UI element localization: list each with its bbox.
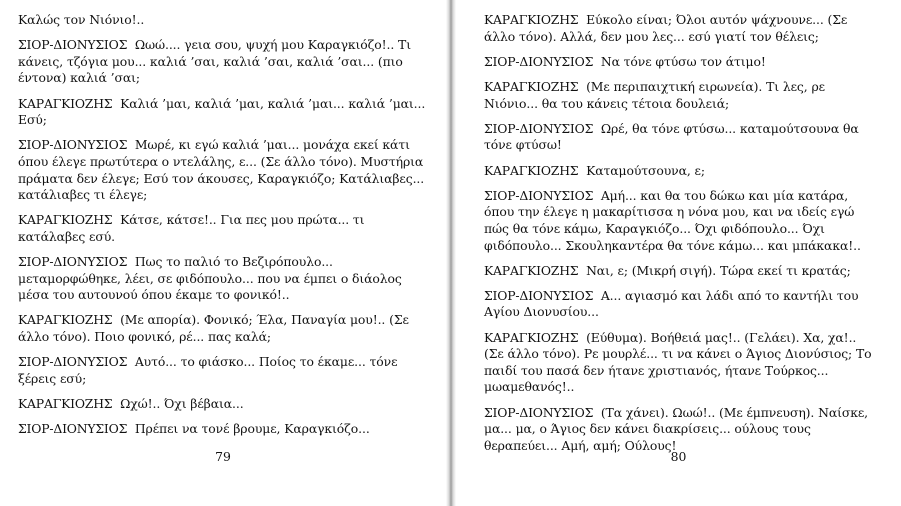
dialogue-paragraph xyxy=(18,12,426,29)
dialogue-paragraph xyxy=(484,405,877,455)
speaker-name: ΣΙΟΡ-ΔΙΟΝΥΣΙΟΣ xyxy=(484,287,594,303)
dialogue-text: Α... αγιασμό και λάδι από το καντήλι του Αγίου Διονυσίου... xyxy=(484,287,859,320)
dialogue-text: Μωρέ, κι εγώ καλιά ’μαι... μονάχα εκεί κάτι όπου έλεγε πρωτύτερα ο ντελάλης, ε... (Σε άλλο τόνο). Μυστήρια πράματα δεν έλεγε; Εσύ τον άκουσες, Καραγκιόζο; Κατάλιαβες... κατάλιαβες τι έλεγε; xyxy=(18,137,425,203)
speaker-name: ΚΑΡΑΓΚΙΟΖΗΣ xyxy=(484,78,579,94)
speaker-name: ΚΑΡΑΓΚΙΟΖΗΣ xyxy=(18,312,113,328)
dialogue-text: (Με περιπαιχτική ειρωνεία). Τι λες, ρε Νιόνιο... θα του κάνεις τέτοια δουλειά; xyxy=(484,78,825,111)
speaker-name: ΚΑΡΑΓΚΙΟΖΗΣ xyxy=(18,212,113,228)
dialogue-paragraph xyxy=(484,330,877,396)
dialogue-text: (Τα χάνει). Ωωώ!.. (Με έμπνευση). Ναίσκε, μα... μα, ο Άγιος δεν κάνει διακρίσεις... ούλους τους θεραπεύει... Αμή, αμή; Ούλους! xyxy=(484,404,869,453)
right-page xyxy=(456,0,901,506)
dialogue-text: Καταμούτσουνα, ε; xyxy=(586,162,705,178)
dialogue-text: Πρέπει να τονέ βρουμε, Καραγκιόζο... xyxy=(134,421,370,437)
speaker-name: ΣΙΟΡ-ΔΙΟΝΥΣΙΟΣ xyxy=(18,354,128,370)
dialogue-text: Καλώς τον Νιόνιο!.. xyxy=(18,12,145,27)
dialogue-paragraph xyxy=(18,354,426,387)
dialogue-paragraph xyxy=(18,212,426,245)
dialogue-paragraph xyxy=(484,188,877,254)
dialogue-paragraph xyxy=(484,288,877,321)
dialogue-text: Εύκολο είναι; Όλοι αυτόν ψάχνουνε... (Σε άλλο τόνο). Αλλά, δεν μου λες... εσύ γιατί τον θέλεις; xyxy=(484,12,848,44)
speaker-name: ΚΑΡΑΓΚΙΟΖΗΣ xyxy=(18,396,113,412)
left-page xyxy=(0,0,446,506)
speaker-name: ΣΙΟΡ-ΔΙΟΝΥΣΙΟΣ xyxy=(484,187,594,203)
dialogue-text: (Εύθυμα). Βοήθειά μας!.. (Γελάει). Χα, χα!.. (Σε άλλο τόνο). Ρε μουρλέ... τι να κάνει ο Άγιος Διονύσιος; Το παιδί του πασά δεν ήτανε χριστιανός, ήτανε Τούρκος... μωαμεθανός!.. xyxy=(484,329,872,395)
dialogue-paragraph xyxy=(18,421,426,438)
dialogue-paragraph xyxy=(18,96,426,129)
dialogue-text: Κάτσε, κάτσε!.. Για πες μου πρώτα... τι κατάλαβες εσύ. xyxy=(18,212,365,244)
dialogue-paragraph xyxy=(484,12,877,45)
dialogue-text: Ωωώ.... γεια σου, ψυχή μου Καραγκιόζο!.. Τι κάνεις, τζόγια μου... καλιά ’σαι, καλιά ’σαι, καλιά ’σαι... (πιο έντονα) καλιά ’σαι; xyxy=(18,37,411,86)
speaker-name: ΣΙΟΡ-ΔΙΟΝΥΣΙΟΣ xyxy=(484,404,594,420)
dialogue-text: Αυτό... το φιάσκο... Ποίος το έκαμε... τόνε ξέρεις εσύ; xyxy=(18,354,398,386)
speaker-name: ΣΙΟΡ-ΔΙΟΝΥΣΙΟΣ xyxy=(484,120,594,136)
dialogue-paragraph xyxy=(18,137,426,203)
dialogue-paragraph xyxy=(18,254,426,304)
speaker-name: ΣΙΟΡ-ΔΙΟΝΥΣΙΟΣ xyxy=(18,137,128,153)
dialogue-paragraph xyxy=(18,396,426,413)
page-number-left: 79 xyxy=(215,449,231,464)
speaker-name: ΣΙΟΡ-ΔΙΟΝΥΣΙΟΣ xyxy=(18,421,128,437)
dialogue-text: Ναι, ε; (Μικρή σιγή). Τώρα εκεί τι κρατάς; xyxy=(586,262,851,278)
speaker-name: ΚΑΡΑΓΚΙΟΖΗΣ xyxy=(484,12,579,27)
dialogue-paragraph xyxy=(484,54,877,71)
dialogue-paragraph xyxy=(484,121,877,154)
dialogue-text: Ωχώ!.. Όχι βέβαια... xyxy=(120,396,244,412)
speaker-name: ΚΑΡΑΓΚΙΟΖΗΣ xyxy=(484,329,579,345)
dialogue-text: (Με απορία). Φονικό; Έλα, Παναγία μου!.. (Σε άλλο τόνο). Ποιο φονικό, ρέ... πας καλά; xyxy=(18,312,409,345)
dialogue-paragraph xyxy=(484,263,877,280)
speaker-name: ΚΑΡΑΓΚΙΟΖΗΣ xyxy=(484,162,579,178)
dialogue-text: Αμή... και θα του δώκω και μία κατάρα, όπου την έλεγε η μακαρίτισσα η νόνα μου, και να ιδείς εγώ πώς θα τόνε κάμω, Καραγκιόζο... Όχι φιδόπουλο... Όχι φιδόπουλο... Σκουληκαντέρα θα τόνε κάμω... και μπάκακα!.. xyxy=(484,187,861,253)
dialogue-paragraph xyxy=(484,79,877,112)
dialogue-paragraph xyxy=(484,163,877,180)
page-number-right: 80 xyxy=(670,449,687,464)
speaker-name: ΚΑΡΑΓΚΙΟΖΗΣ xyxy=(484,262,579,278)
book-gutter xyxy=(446,0,456,506)
dialogue-text: Ωρέ, θα τόνε φτύσω... καταμούτσουνα θα τόνε φτύσω! xyxy=(484,120,859,153)
speaker-name: ΣΙΟΡ-ΔΙΟΝΥΣΙΟΣ xyxy=(484,53,594,69)
speaker-name: ΣΙΟΡ-ΔΙΟΝΥΣΙΟΣ xyxy=(18,37,128,53)
speaker-name: ΚΑΡΑΓΚΙΟΖΗΣ xyxy=(18,95,113,111)
dialogue-text: Να τόνε φτύσω τον άτιμο! xyxy=(600,53,766,69)
dialogue-text: Πως το παλιό το Βεζιρόπουλο... μεταμορφώθηκε, λέει, σε φιδόπουλο... που να έμπει ο διάολος μέσα του αυτουνού όπου έκαμε το φονικό!.. xyxy=(18,254,402,303)
dialogue-paragraph xyxy=(18,312,426,345)
dialogue-paragraph xyxy=(18,37,426,87)
speaker-name: ΣΙΟΡ-ΔΙΟΝΥΣΙΟΣ xyxy=(18,254,128,270)
dialogue-text: Καλιά ’μαι, καλιά ’μαι, καλιά ’μαι... καλιά ’μαι... Εσύ; xyxy=(18,95,426,128)
